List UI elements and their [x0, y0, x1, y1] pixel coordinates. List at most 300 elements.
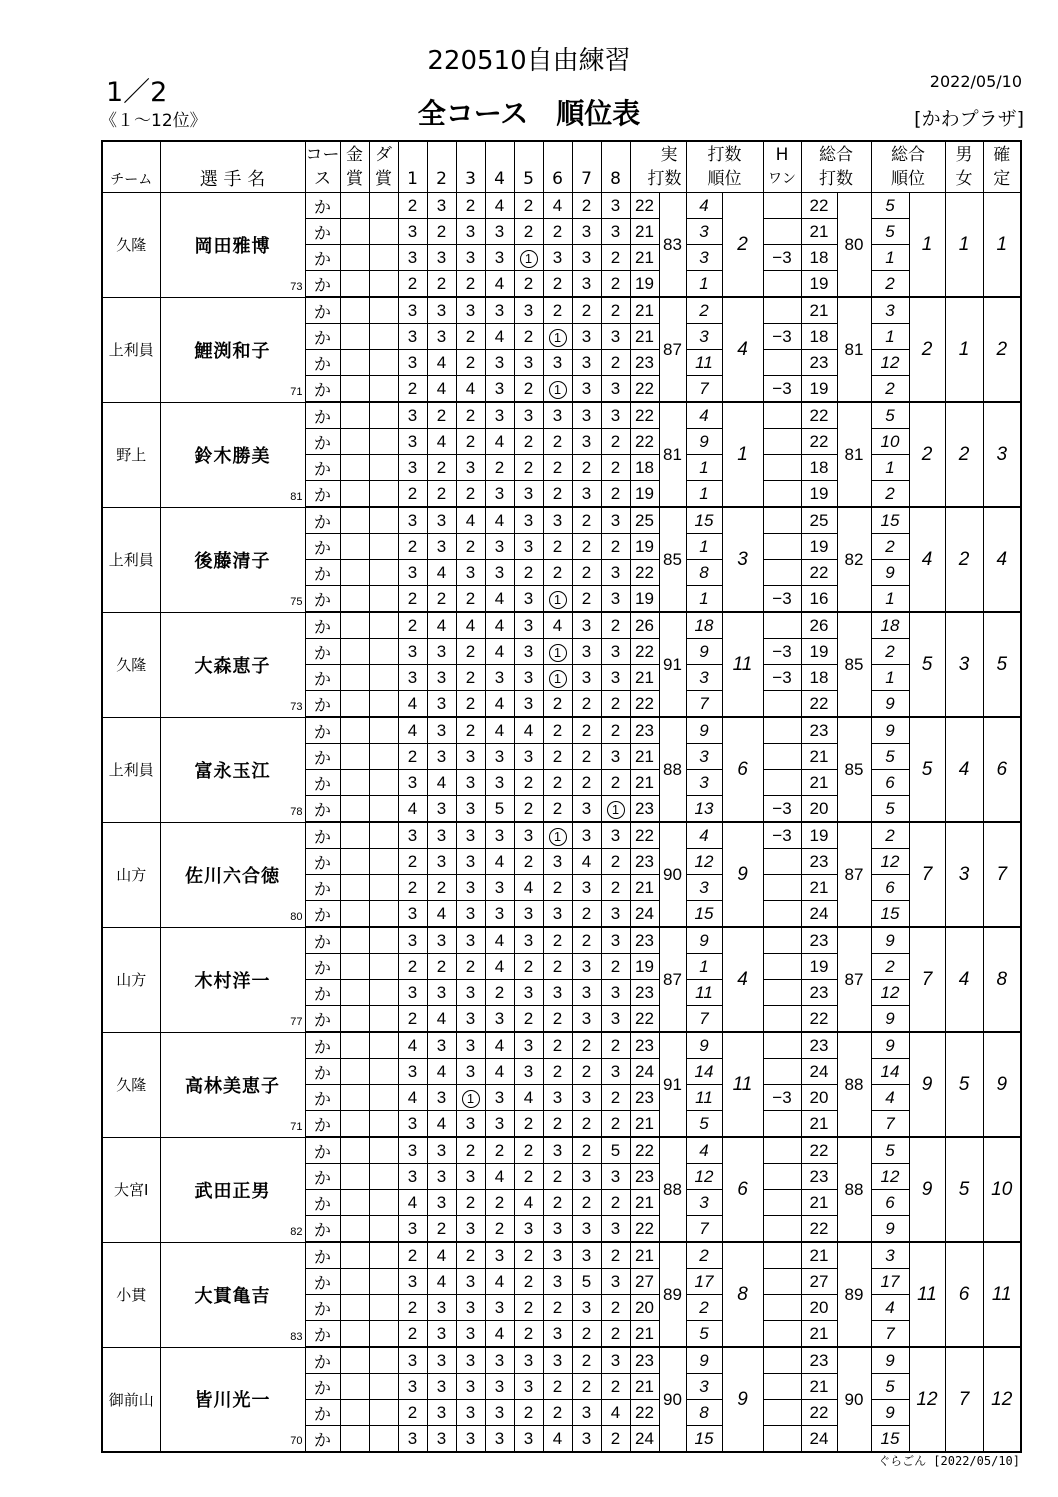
hole-score-cell: [456, 193, 485, 219]
hole-score: 3: [523, 1428, 534, 1448]
actual-strokes-cell: 87: [659, 297, 686, 402]
hole-score-cell: [427, 193, 456, 219]
total-rank-cell: 2: [909, 402, 945, 507]
hole-score: 3: [407, 352, 418, 372]
hole-score-cell: [427, 744, 456, 770]
round-strokes-cell: 21: [630, 297, 659, 324]
round-strokes-cell: 23: [630, 980, 659, 1006]
hole-score-cell: [485, 822, 514, 849]
da-prize-cell: [369, 927, 398, 954]
hole-score-cell: [398, 297, 427, 324]
hole-score: 2: [465, 483, 476, 503]
total-rank-cell: 1: [909, 193, 945, 298]
player-handicap: 75: [290, 595, 303, 608]
gold-prize-cell: [340, 1111, 369, 1138]
hole-score: 2: [581, 457, 592, 477]
total-strokes-cell: 90: [837, 1347, 871, 1452]
hole-score-cell: [427, 271, 456, 298]
hole-score-cell: [485, 612, 514, 639]
hole-score-cell: [398, 1426, 427, 1453]
hole-score-cell: [572, 901, 601, 928]
hole-score: 4: [436, 1008, 447, 1028]
hole-score-cell: [456, 822, 485, 849]
hole-score: 3: [494, 405, 505, 425]
table-row: [102, 1347, 1021, 1374]
round-total-rank-cell: 7: [871, 1111, 909, 1138]
hole-score-cell: [427, 245, 456, 271]
hole-score: 3: [494, 300, 505, 320]
hole-in-one-cell: [763, 402, 801, 429]
total-rank-cell: 5: [909, 717, 945, 822]
hole-score: 3: [610, 641, 621, 661]
hole-score: 2: [552, 798, 563, 818]
player-name: 鈴木勝美: [194, 445, 271, 466]
hole-score: 3: [494, 483, 505, 503]
round-total-cell: 22: [801, 1216, 837, 1243]
hole-score-cell: [398, 481, 427, 508]
round-strokes-cell: 23: [630, 1164, 659, 1190]
hole-score-cell: [572, 770, 601, 796]
hole-score: 3: [465, 1350, 476, 1370]
hole-score: 2: [465, 326, 476, 346]
hole-score: 2: [494, 1140, 505, 1160]
hole-score: 2: [465, 1245, 476, 1265]
round-rank-cell: 13: [686, 796, 722, 823]
hole-score: 3: [407, 1113, 418, 1133]
gender-rank-cell: 3: [945, 612, 983, 717]
round-total-cell: 23: [801, 1347, 837, 1374]
da-prize-cell: [369, 822, 398, 849]
hole-score-cell: [427, 429, 456, 455]
hole-score: 2: [552, 930, 563, 950]
col-strokes-rank: 打数 順位: [686, 141, 763, 193]
course-cell: か: [305, 1111, 340, 1138]
hole-score: 4: [436, 615, 447, 635]
round-strokes-cell: 21: [630, 1242, 659, 1269]
round-rank-cell: 12: [686, 1164, 722, 1190]
hole-in-one-cell: [763, 1059, 801, 1085]
venue-label: [かわプラザ]: [914, 108, 1024, 130]
hole-score: 3: [494, 1350, 505, 1370]
hole-score: 3: [610, 825, 621, 845]
round-rank-cell: 4: [686, 193, 722, 219]
hole-score: 3: [407, 1218, 418, 1238]
round-strokes-cell: 21: [630, 245, 659, 271]
hole-score: 3: [465, 1061, 476, 1081]
hole-score: 4: [436, 431, 447, 451]
hole-score-cell: [456, 927, 485, 954]
hole-score: 2: [494, 1192, 505, 1212]
hole-score-cell: [601, 350, 630, 376]
round-total-cell: 22: [801, 1006, 837, 1033]
hole-score-cell: [427, 1400, 456, 1426]
hole-score-cell: [485, 901, 514, 928]
round-total-rank-cell: 9: [871, 1216, 909, 1243]
team-cell: 野上: [102, 402, 160, 507]
hole-score-cell: [427, 1006, 456, 1033]
hole-score-cell: [427, 219, 456, 245]
round-total-cell: 21: [801, 1111, 837, 1138]
round-total-rank-cell: 12: [871, 980, 909, 1006]
final-rank-cell: 9: [983, 1032, 1021, 1137]
round-total-cell: 21: [801, 770, 837, 796]
hole-score-cell: [601, 455, 630, 481]
hole-score-cell: [398, 1321, 427, 1348]
document-title: 220510自由練習: [427, 46, 631, 76]
hole-score: 2: [407, 1323, 418, 1343]
hole-score: 2: [581, 772, 592, 792]
hole-score-cell: [543, 271, 572, 298]
hole-in-one-cell: [763, 1111, 801, 1138]
hole-score: 3: [581, 483, 592, 503]
hole-score-cell: [601, 297, 630, 324]
hole-score-cell: [398, 1295, 427, 1321]
round-strokes-cell: 22: [630, 402, 659, 429]
hole-score-cell: [456, 1347, 485, 1374]
course-cell: か: [305, 849, 340, 875]
da-prize-cell: [369, 1321, 398, 1348]
hole-score: 3: [407, 825, 418, 845]
round-rank-cell: 8: [686, 1400, 722, 1426]
round-strokes-cell: 21: [630, 770, 659, 796]
hole-score-cell: [485, 717, 514, 744]
hole-score: 3: [465, 1402, 476, 1422]
hole-score-cell: [601, 875, 630, 901]
hole-score-cell: [485, 1347, 514, 1374]
col-hole-2: 2: [427, 141, 456, 193]
hole-score: 2: [436, 588, 447, 608]
player-handicap: 78: [290, 805, 303, 818]
hole-score: 3: [407, 431, 418, 451]
hole-score-cell: [427, 324, 456, 350]
hole-score-cell: [601, 1295, 630, 1321]
hole-score: 3: [494, 1297, 505, 1317]
round-rank-cell: 9: [686, 927, 722, 954]
hole-score: 3: [436, 300, 447, 320]
hole-score: 3: [436, 247, 447, 267]
hole-score-cell: [456, 481, 485, 508]
team-cell: 久隆: [102, 193, 160, 298]
hole-score: 3: [581, 431, 592, 451]
hole-score-cell: [485, 1295, 514, 1321]
course-cell: か: [305, 455, 340, 481]
round-rank-cell: 5: [686, 1111, 722, 1138]
hole-in-one-cell: [763, 927, 801, 954]
hole-score: 3: [465, 798, 476, 818]
course-cell: か: [305, 1190, 340, 1216]
round-strokes-cell: 24: [630, 901, 659, 928]
round-rank-cell: 9: [686, 639, 722, 665]
course-cell: か: [305, 245, 340, 271]
course-cell: か: [305, 193, 340, 219]
actual-strokes-cell: 90: [659, 1347, 686, 1452]
course-cell: か: [305, 980, 340, 1006]
hole-score-cell: [543, 1164, 572, 1190]
hole-score: 2: [407, 1008, 418, 1028]
gold-prize-cell: [340, 1032, 369, 1059]
hole-score: 4: [494, 588, 505, 608]
hole-score: 3: [523, 667, 534, 687]
hole-score-cell: [398, 1347, 427, 1374]
hole-score: 3: [552, 247, 563, 267]
hole-score-cell: [456, 376, 485, 403]
round-total-cell: 19: [801, 639, 837, 665]
actual-strokes-cell: 87: [659, 927, 686, 1032]
hole-score: 4: [581, 851, 592, 871]
actual-strokes-cell: 90: [659, 822, 686, 927]
hole-score-cell: [485, 193, 514, 219]
course-cell: か: [305, 1374, 340, 1400]
gold-prize-cell: [340, 324, 369, 350]
player-handicap: 83: [290, 1330, 303, 1343]
hole-score-cell: [601, 1321, 630, 1348]
hole-score-cell: [514, 744, 543, 770]
team-cell: 山方: [102, 927, 160, 1032]
hole-score: 3: [465, 1035, 476, 1055]
hole-score-cell: [543, 219, 572, 245]
hole-score: 4: [407, 1035, 418, 1055]
gold-prize-cell: [340, 1242, 369, 1269]
hole-score: 3: [523, 1218, 534, 1238]
round-total-rank-cell: 2: [871, 534, 909, 560]
hole-score-cell: [601, 507, 630, 534]
course-cell: か: [305, 1321, 340, 1348]
hole-score-cell: [601, 796, 630, 823]
final-rank-cell: 11: [983, 1242, 1021, 1347]
hole-score-cell: [601, 193, 630, 219]
hole-score-cell: [543, 639, 572, 665]
total-strokes-cell: 81: [837, 297, 871, 402]
da-prize-cell: [369, 219, 398, 245]
hole-score: 2: [407, 615, 418, 635]
round-rank-cell: 1: [686, 534, 722, 560]
hole-score-cell: [485, 376, 514, 403]
hole-score: 3: [581, 641, 592, 661]
round-total-cell: 24: [801, 1426, 837, 1453]
round-strokes-cell: 21: [630, 744, 659, 770]
hole-score: 3: [465, 300, 476, 320]
round-strokes-cell: 21: [630, 324, 659, 350]
gold-prize-cell: [340, 1321, 369, 1348]
col-gold: 金 賞: [340, 141, 369, 193]
hole-score-cell: [543, 193, 572, 219]
hole-score-cell: [572, 1137, 601, 1164]
hole-score: 3: [465, 772, 476, 792]
hole-score-cell: [572, 271, 601, 298]
hole-score: 3: [494, 1087, 505, 1107]
gold-prize-cell: [340, 691, 369, 718]
strokes-rank-cell: 11: [722, 612, 763, 717]
hole-score-cell: [543, 1032, 572, 1059]
round-total-rank-cell: 9: [871, 927, 909, 954]
table-row: [102, 1032, 1021, 1059]
hole-score-cell: [514, 376, 543, 403]
hole-score: 2: [523, 1402, 534, 1422]
hole-score-cell: [543, 1111, 572, 1138]
hole-score-cell: [543, 560, 572, 586]
total-strokes-cell: 87: [837, 822, 871, 927]
hole-score-cell: [456, 297, 485, 324]
hole-score: 3: [436, 1402, 447, 1422]
hole-score-cell: [485, 796, 514, 823]
rank-range: 《１～12位》: [100, 111, 207, 131]
hole-score-cell: [572, 1032, 601, 1059]
hole-score: 3: [581, 1166, 592, 1186]
hole-score: 4: [494, 1323, 505, 1343]
hole-score-cell: [485, 665, 514, 691]
hole-in-one-cell: −3: [763, 324, 801, 350]
da-prize-cell: [369, 1242, 398, 1269]
course-cell: か: [305, 1426, 340, 1453]
hole-score-cell: [398, 219, 427, 245]
round-total-rank-cell: 3: [871, 1242, 909, 1269]
player-name-cell: [160, 927, 305, 1032]
hole-score-cell: [514, 665, 543, 691]
hole-in-one-mark: 1: [549, 329, 567, 347]
hole-in-one-mark: 1: [520, 250, 538, 268]
hole-score: 3: [494, 1428, 505, 1448]
hole-score-cell: [398, 586, 427, 613]
hole-score: 3: [436, 1376, 447, 1396]
hole-score: 4: [436, 1061, 447, 1081]
hole-score-cell: [456, 1006, 485, 1033]
hole-score-cell: [514, 612, 543, 639]
hole-score: 2: [465, 588, 476, 608]
hole-score-cell: [427, 717, 456, 744]
round-rank-cell: 3: [686, 324, 722, 350]
hole-in-one-cell: −3: [763, 586, 801, 613]
hole-score-cell: [543, 481, 572, 508]
total-rank-cell: 7: [909, 927, 945, 1032]
hole-score-cell: [456, 875, 485, 901]
hole-score-cell: [427, 560, 456, 586]
hole-score-cell: [572, 245, 601, 271]
hole-score: 2: [581, 510, 592, 530]
hole-score-cell: [572, 1164, 601, 1190]
round-total-rank-cell: 1: [871, 455, 909, 481]
hole-score-cell: [427, 1190, 456, 1216]
hole-score-cell: [398, 1006, 427, 1033]
hole-score: 2: [494, 457, 505, 477]
hole-score: 2: [523, 1113, 534, 1133]
hole-score-cell: [572, 586, 601, 613]
hole-in-one-mark: 1: [549, 828, 567, 846]
hole-score: 2: [581, 903, 592, 923]
hole-score: 3: [523, 930, 534, 950]
hole-score-cell: [601, 1400, 630, 1426]
hole-score: 2: [465, 667, 476, 687]
hole-score-cell: [456, 901, 485, 928]
hole-score: 2: [494, 982, 505, 1002]
round-total-cell: 21: [801, 1374, 837, 1400]
hole-score-cell: [601, 954, 630, 980]
hole-score: 2: [523, 431, 534, 451]
hole-score-cell: [398, 1269, 427, 1295]
player-name-cell: [160, 193, 305, 298]
hole-score: 2: [610, 1428, 621, 1448]
round-total-cell: 21: [801, 1190, 837, 1216]
hole-score: 3: [610, 1166, 621, 1186]
hole-score-cell: [572, 1400, 601, 1426]
hole-score-cell: [543, 1085, 572, 1111]
hole-score: 2: [523, 221, 534, 241]
course-cell: か: [305, 534, 340, 560]
hole-score-cell: [514, 507, 543, 534]
hole-score-cell: [601, 1111, 630, 1138]
hole-score-cell: [427, 534, 456, 560]
round-total-rank-cell: 2: [871, 271, 909, 298]
hole-score: 2: [407, 877, 418, 897]
hole-score: 2: [465, 273, 476, 293]
round-strokes-cell: 19: [630, 586, 659, 613]
round-strokes-cell: 21: [630, 875, 659, 901]
hole-score: 2: [436, 1218, 447, 1238]
hole-score: 2: [610, 693, 621, 713]
round-rank-cell: 1: [686, 455, 722, 481]
round-total-rank-cell: 9: [871, 1400, 909, 1426]
course-cell: か: [305, 219, 340, 245]
round-total-cell: 21: [801, 875, 837, 901]
actual-strokes-cell: 83: [659, 193, 686, 298]
hole-score-cell: [485, 429, 514, 455]
gold-prize-cell: [340, 1295, 369, 1321]
round-rank-cell: 7: [686, 1216, 722, 1243]
player-name-cell: [160, 1242, 305, 1347]
gold-prize-cell: [340, 1216, 369, 1243]
hole-score: 4: [436, 1271, 447, 1291]
hole-score: 2: [552, 536, 563, 556]
hole-score-cell: [543, 245, 572, 271]
round-rank-cell: 7: [686, 1006, 722, 1033]
total-strokes-cell: 81: [837, 402, 871, 507]
col-hole-4: 4: [485, 141, 514, 193]
hole-score-cell: [485, 875, 514, 901]
total-strokes-cell: 82: [837, 507, 871, 612]
gold-prize-cell: [340, 193, 369, 219]
hole-score-cell: [543, 1242, 572, 1269]
hole-score-cell: [456, 560, 485, 586]
hole-score: 4: [494, 641, 505, 661]
col-hole-3: 3: [456, 141, 485, 193]
course-cell: か: [305, 1242, 340, 1269]
round-rank-cell: 3: [686, 245, 722, 271]
hole-score-cell: [398, 534, 427, 560]
hole-score-cell: [514, 534, 543, 560]
hole-score-cell: [601, 1164, 630, 1190]
hole-score: 2: [523, 956, 534, 976]
final-rank-cell: 3: [983, 402, 1021, 507]
hole-score-cell: [456, 954, 485, 980]
course-cell: か: [305, 665, 340, 691]
hole-score: 2: [581, 1140, 592, 1160]
hole-score-cell: [398, 324, 427, 350]
hole-score: 3: [407, 510, 418, 530]
hole-score: 3: [436, 720, 447, 740]
hole-score: 3: [610, 562, 621, 582]
hole-score: 3: [610, 221, 621, 241]
course-cell: か: [305, 1164, 340, 1190]
total-strokes-cell: 85: [837, 717, 871, 822]
hole-score-cell: [514, 1374, 543, 1400]
hole-score: 2: [610, 615, 621, 635]
round-strokes-cell: 21: [630, 1374, 659, 1400]
hole-score: 2: [436, 483, 447, 503]
hole-score: 3: [610, 746, 621, 766]
player-name: 大森恵子: [194, 655, 271, 676]
hole-score-cell: [601, 980, 630, 1006]
hole-score: 2: [494, 1218, 505, 1238]
course-cell: か: [305, 1032, 340, 1059]
